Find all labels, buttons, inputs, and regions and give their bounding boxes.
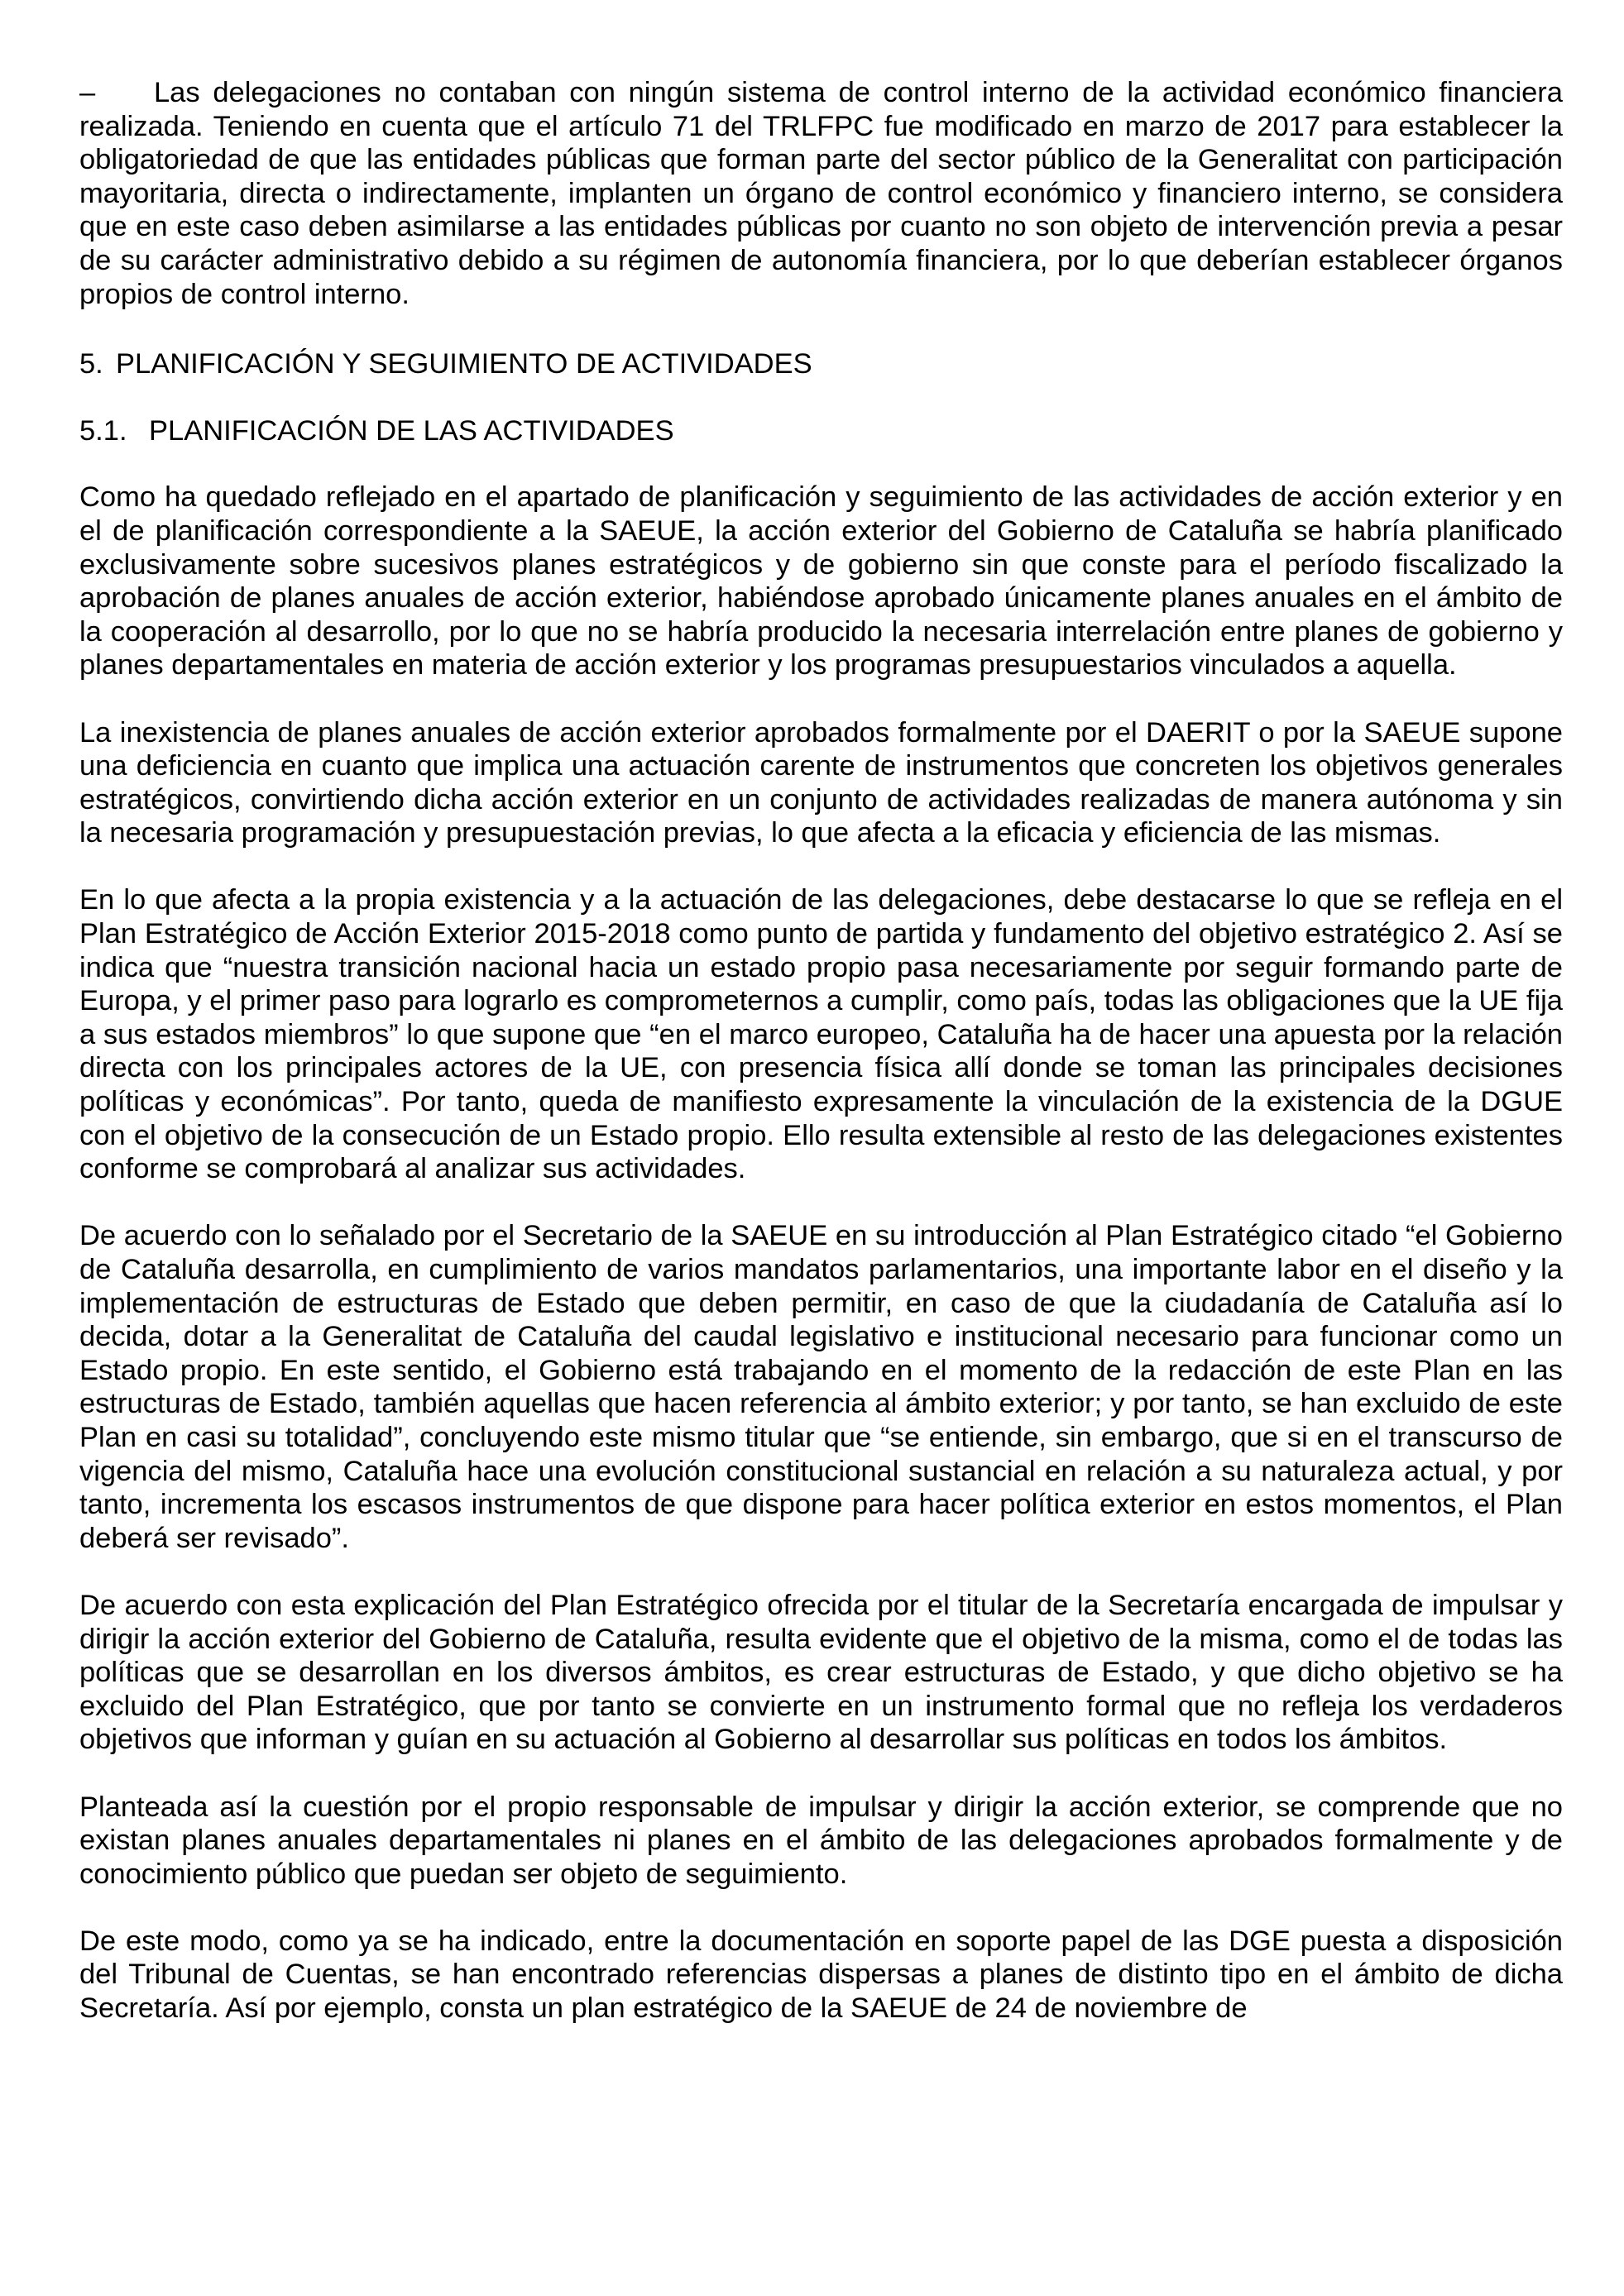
subsection-title: PLANIFICACIÓN DE LAS ACTIVIDADES	[149, 414, 674, 447]
subsection-heading	[79, 414, 1563, 448]
bullet-paragraph	[79, 76, 1563, 311]
document-page	[79, 76, 1563, 2026]
bullet-text: Las delegaciones no contaban con ningún sistema de control interno de la actividad económico financiera realizada. Teniendo en cuenta que el artículo 71 del TRLFPC fue modificado en marzo de 2017 para establecer la obligatoriedad de que las entidades públicas que forman parte del sector público de la Generalitat con participación mayoritaria, directa o indirectamente, implanten un órgano de control económico y financiero interno, se considera que en este caso deben asimilarse a las entidades públicas por cuanto no son objeto de intervención previa a pesar de su carácter administrativo debido a su régimen de autonomía financiera, por lo que deberían establecer órganos propios de control interno.	[79, 77, 1563, 310]
body-paragraph-4: De acuerdo con lo señalado por el Secretario de la SAEUE en su introducción al Plan Estratégico citado “el Gobierno de Cataluña desarrolla, en cumplimiento de varios mandatos parlamentarios, una importante labor en el diseño y la implementación de estructuras de Estado que deben permitir, en caso de que la ciudadanía de Cataluña así lo decida, dotar a la Generalitat de Cataluña del caudal legislativo e institucional necesario para funcionar como un Estado propio. En este sentido, el Gobierno está trabajando en el momento de la redacción de este Plan en las estructuras de Estado, también aquellas que hacen referencia al ámbito exterior; y por tanto, se han excluido de este Plan en casi su totalidad”, concluyendo este mismo titular que “se entiende, sin embargo, que si en el transcurso de vigencia del mismo, Cataluña hace una evolución constitucional sustancial en relación a su naturaleza actual, y por tanto, incrementa los escasos instrumentos de que dispone para hacer política exterior en estos momentos, el Plan deberá ser revisado”.	[79, 1220, 1563, 1554]
body-paragraph-2: La inexistencia de planes anuales de acción exterior aprobados formalmente por el DAERIT o por la SAEUE supone una deficiencia en cuanto que implica una actuación carente de instrumentos que concreten los objetivos generales estratégicos, convirtiendo dicha acción exterior en un conjunto de actividades realizadas de manera autónoma y sin la necesaria programación y presupuestación previas, lo que afecta a la eficacia y eficiencia de las mismas.	[79, 716, 1563, 849]
body-paragraph-7: De este modo, como ya se ha indicado, entre la documentación en soporte papel de las DGE puesta a disposición del Tribunal de Cuentas, se han encontrado referencias dispersas a planes de distinto tipo en el ámbito de dicha Secretaría. Así por ejemplo, consta un plan estratégico de la SAEUE de 24 de noviembre de	[79, 1925, 1563, 2025]
body-paragraph-3: En lo que afecta a la propia existencia y a la actuación de las delegaciones, debe destacarse lo que se refleja en el Plan Estratégico de Acción Exterior 2015-2018 como punto de partida y fundamento del objetivo estratégico 2. Así se indica que “nuestra transición nacional hacia un estado propio pasa necesariamente por seguir formando parte de Europa, y el primer paso para lograrlo es comprometernos a cumplir, como país, todas las obligaciones que la UE fija a sus estados miembros” lo que supone que “en el marco europeo, Cataluña ha de hacer una apuesta por la relación directa con los principales actores de la UE, con presencia física allí donde se toman las principales decisiones políticas y económicas”. Por tanto, queda de manifiesto expresamente la vinculación de la existencia de la DGUE con el objetivo de la consecución de un Estado propio. Ello resulta extensible al resto de las delegaciones existentes conforme se comprobará al analizar sus actividades.	[79, 884, 1563, 1185]
section-heading	[79, 347, 1563, 381]
body-paragraph-1: Como ha quedado reflejado en el apartado de planificación y seguimiento de las actividades de acción exterior y en el de planificación correspondiente a la SAEUE, la acción exterior del Gobierno de Cataluña se habría planificado exclusivamente sobre sucesivos planes estratégicos y de gobierno sin que conste para el período fiscalizado la aprobación de planes anuales de acción exterior, habiéndose aprobado únicamente planes anuales en el ámbito de la cooperación al desarrollo, por lo que no se habría producido la necesaria interrelación entre planes de gobierno y planes departamentales en materia de acción exterior y los programas presupuestarios vinculados a aquella.	[79, 481, 1563, 682]
section-number: 5.	[79, 348, 103, 380]
subsection-number: 5.1.	[79, 414, 127, 447]
body-paragraph-6: Planteada así la cuestión por el propio responsable de impulsar y dirigir la acción exterior, se comprende que no existan planes anuales departamentales ni planes en el ámbito de las delegaciones aprobados formalmente y de conocimiento público que puedan ser objeto de seguimiento.	[79, 1791, 1563, 1890]
body-paragraph-5: De acuerdo con esta explicación del Plan Estratégico ofrecida por el titular de la Secretaría encargada de impulsar y dirigir la acción exterior del Gobierno de Cataluña, resulta evidente que el objetivo de la misma, como el de todas las políticas que se desarrollan en los diversos ámbitos, es crear estructuras de Estado, y que dicho objetivo se ha excluido del Plan Estratégico, que por tanto se convierte en un instrumento formal que no refleja los verdaderos objetivos que informan y guían en su actuación al Gobierno al desarrollar sus políticas en todos los ámbitos.	[79, 1589, 1563, 1756]
section-title: PLANIFICACIÓN Y SEGUIMIENTO DE ACTIVIDADES	[116, 348, 812, 380]
bullet-dash: –	[79, 77, 96, 108]
